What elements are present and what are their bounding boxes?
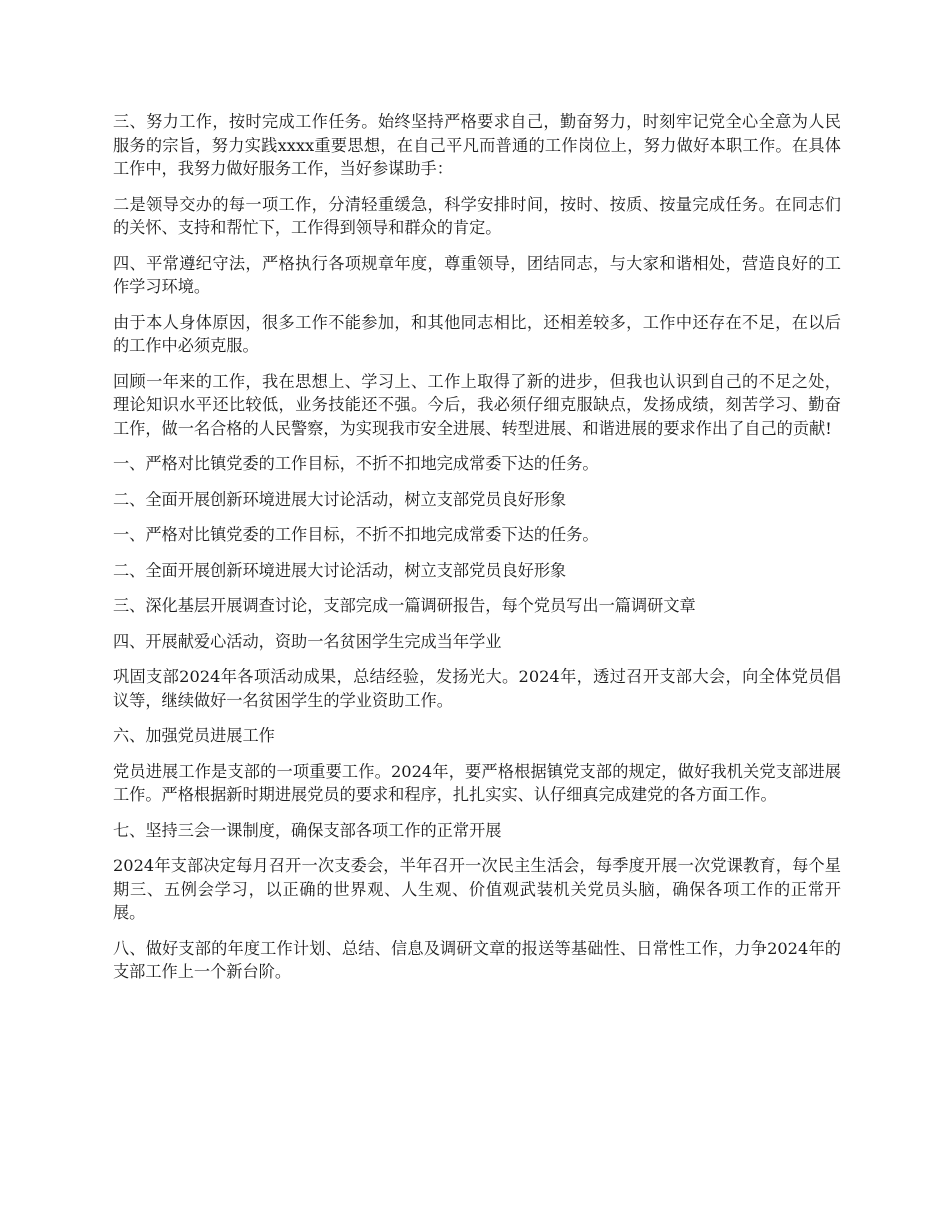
paragraph-leader-tasks: 二是领导交办的每一项工作，分清轻重缓急，科学安排时间，按时、按质、按量完成任务。在同志们的关怀、支持和帮忙下，工作得到领导和群众的肯定。 (113, 194, 841, 237)
paragraph-review: 回顾一年来的工作，我在思想上、学习上、工作上取得了新的进步，但我也认识到自己的不足之处，理论知识水平还比较低，业务技能还不强。今后，我必须仔细克服缺点，发扬成绩，刻苦学习、勤奋工作，做一名合格的人民警察，为实现我市安全进展、转型进展、和谐进展的要求作出了自己的贡献! (113, 371, 841, 438)
heading-item-1-repeat: 一、严格对比镇党委的工作目标，不折不扣地完成常委下达的任务。 (113, 525, 599, 544)
heading-item-2-repeat: 二、全面开展创新环境进展大讨论活动，树立支部党员良好形象 (113, 560, 567, 580)
paragraph-member-development: 党员进展工作是支部的一项重要工作。2024年，要严格根据镇党支部的规定，做好我机关党支部进展工作。严格根据新时期进展党员的要求和程序，扎扎实实、认仔细真完成建党的各方面工作。 (113, 761, 841, 804)
paragraph-meetings: 2024年支部决定每月召开一次支委会，半年召开一次民主生活会，每季度开展一次党课教育，每个星期三、五例会学习，以正确的世界观、人生观、价值观武装机关党员头脑，确保各项工作的正常开展。 (113, 856, 841, 922)
heading-item-4: 四、开展献爱心活动，资助一名贫困学生完成当年学业 (113, 631, 502, 651)
paragraph-item-8: 八、做好支部的年度工作计划、总结、信息及调研文章的报送等基础性、日常性工作，力争2024年的支部工作上一个新台阶。 (113, 938, 841, 981)
heading-item-2: 二、全面开展创新环境进展大讨论活动，树立支部党员良好形象 (113, 489, 567, 509)
paragraph-work-hard: 三、努力工作，按时完成工作任务。始终坚持严格要求自己，勤奋努力，时刻牢记党全心全意为人民服务的宗旨，努力实践xxxx重要思想，在自己平凡而普通的工作岗位上，努力做好本职工作。在具体工作中，我努力做好服务工作，当好参谋助手： (113, 112, 841, 178)
heading-item-6: 六、加强党员进展工作 (113, 726, 275, 745)
heading-item-3: 三、深化基层开展调查讨论，支部完成一篇调研报告，每个党员写出一篇调研文章 (113, 596, 696, 615)
heading-item-7: 七、坚持三会一课制度，确保支部各项工作的正常开展 (113, 820, 502, 840)
paragraph-consolidate: 巩固支部2024年各项活动成果，总结经验，发扬光大。2024年，透过召开支部大会，向全体党员倡议等，继续做好一名贫困学生的学业资助工作。 (113, 667, 841, 710)
heading-item-1: 一、严格对比镇党委的工作目标，不折不扣地完成常委下达的任务。 (113, 454, 599, 473)
paragraph-shortcomings: 由于本人身体原因，很多工作不能参加，和其他同志相比，还相差较多，工作中还存在不足，在以后的工作中必须克服。 (113, 312, 841, 355)
document-page (113, 110, 841, 996)
paragraph-discipline: 四、平常遵纪守法，严格执行各项规章年度，尊重领导，团结同志，与大家和谐相处，营造良好的工作学习环境。 (113, 253, 841, 296)
